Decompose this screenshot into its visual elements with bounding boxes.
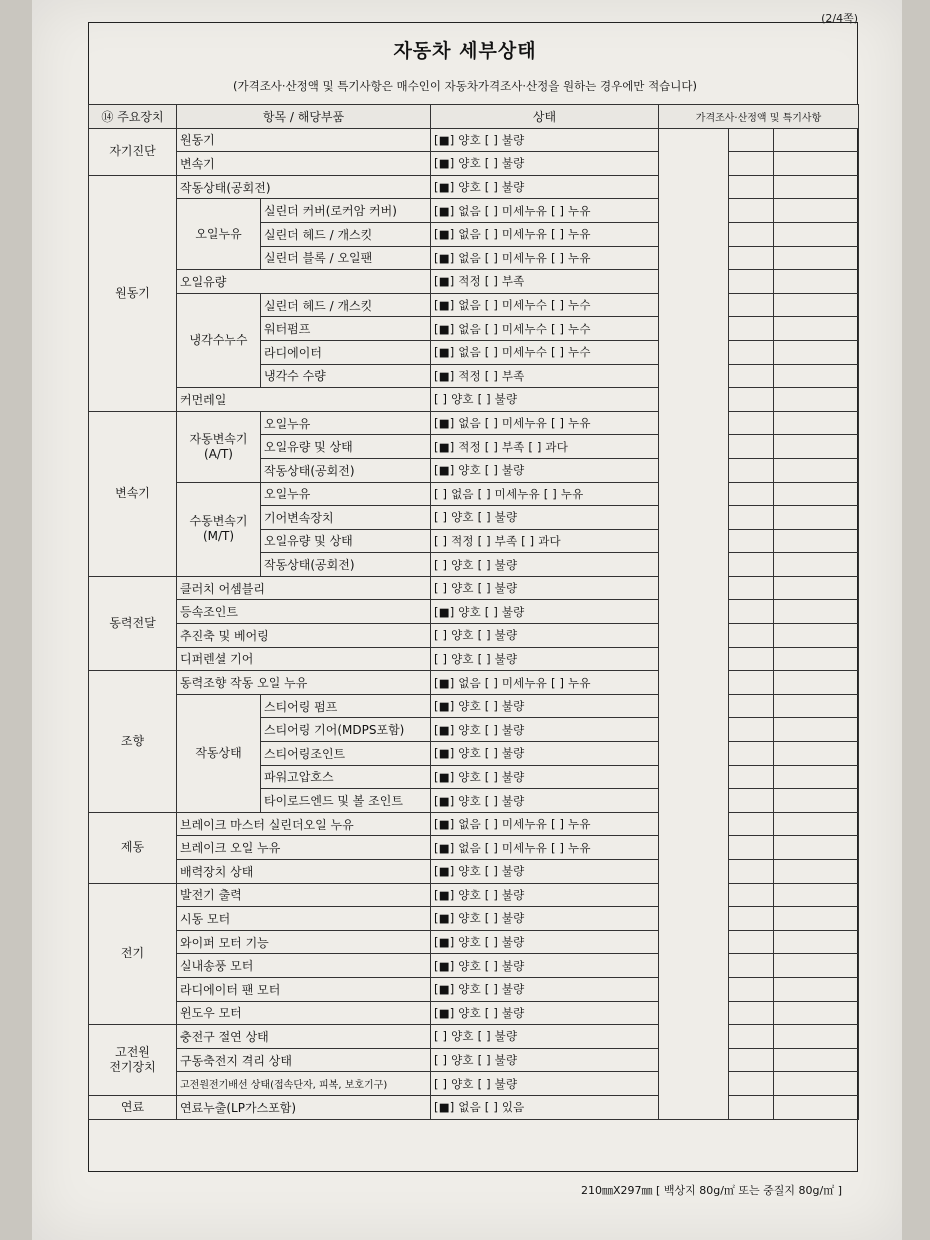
status-value: [■] 양호 [ ] 불량 xyxy=(431,883,659,907)
status-value: [■] 없음 [ ] 있음 xyxy=(431,1095,659,1119)
status-value: [ ] 양호 [ ] 불량 xyxy=(431,576,659,600)
notes-cell xyxy=(774,340,859,364)
item-label: 오일유량 xyxy=(177,270,431,294)
status-value: [ ] 양호 [ ] 불량 xyxy=(431,624,659,648)
group-brake: 제동 xyxy=(89,812,177,883)
item-label: 라디에이터 팬 모터 xyxy=(177,977,431,1001)
notes-cell xyxy=(729,694,774,718)
item-label: 실내송풍 모터 xyxy=(177,954,431,978)
group-power-train: 동력전달 xyxy=(89,576,177,670)
status-value: [■] 양호 [ ] 불량 xyxy=(431,930,659,954)
table-row xyxy=(89,1025,859,1049)
group-steering: 조향 xyxy=(89,671,177,813)
item-label: 작동상태(공회전) xyxy=(261,458,431,482)
notes-cell xyxy=(729,482,774,506)
table-row xyxy=(89,270,859,294)
notes-cell xyxy=(729,152,774,176)
item-label: 추진축 및 베어링 xyxy=(177,624,431,648)
status-value: [■] 양호 [ ] 불량 xyxy=(431,175,659,199)
notes-cell xyxy=(729,742,774,766)
notes-cell xyxy=(774,765,859,789)
inspection-table xyxy=(88,104,859,1120)
status-value: [■] 양호 [ ] 불량 xyxy=(431,152,659,176)
status-value: [■] 적정 [ ] 부족 xyxy=(431,270,659,294)
notes-cell xyxy=(774,1001,859,1025)
notes-cell xyxy=(729,199,774,223)
notes-cell xyxy=(729,836,774,860)
notes-cell xyxy=(729,388,774,412)
status-value: [■] 양호 [ ] 불량 xyxy=(431,694,659,718)
item-label: 클러치 어셈블리 xyxy=(177,576,431,600)
status-value: [■] 양호 [ ] 불량 xyxy=(431,789,659,813)
status-value: [ ] 적정 [ ] 부족 [ ] 과다 xyxy=(431,529,659,553)
table-row xyxy=(89,930,859,954)
item-label: 스티어링 펌프 xyxy=(261,694,431,718)
group-self-diagnosis: 자기진단 xyxy=(89,128,177,175)
status-value: [■] 없음 [ ] 미세누유 [ ] 누유 xyxy=(431,199,659,223)
item-label: 오일유량 및 상태 xyxy=(261,435,431,459)
notes-cell xyxy=(774,812,859,836)
notes-cell xyxy=(729,576,774,600)
notes-cell xyxy=(729,317,774,341)
status-value: [ ] 양호 [ ] 불량 xyxy=(431,553,659,577)
table-row xyxy=(89,152,859,176)
status-value: [■] 양호 [ ] 불량 xyxy=(431,860,659,884)
item-label: 원동기 xyxy=(177,128,431,152)
item-label: 오일유량 및 상태 xyxy=(261,529,431,553)
notes-cell xyxy=(729,458,774,482)
notes-cell xyxy=(729,812,774,836)
notes-cell xyxy=(729,529,774,553)
notes-cell xyxy=(774,1072,859,1096)
notes-cell xyxy=(729,411,774,435)
notes-cell xyxy=(729,860,774,884)
status-value: [ ] 양호 [ ] 불량 xyxy=(431,1072,659,1096)
status-value: [■] 양호 [ ] 불량 xyxy=(431,742,659,766)
item-label: 동력조향 작동 오일 누유 xyxy=(177,671,431,695)
table-row xyxy=(89,388,859,412)
item-label: 충전구 절연 상태 xyxy=(177,1025,431,1049)
status-value: [■] 없음 [ ] 미세누유 [ ] 누유 xyxy=(431,671,659,695)
notes-cell xyxy=(774,907,859,931)
item-label: 작동상태(공회전) xyxy=(261,553,431,577)
subgroup-manual-transmission: 수동변속기 (M/T) xyxy=(177,482,261,576)
table-row xyxy=(89,907,859,931)
notes-cell xyxy=(729,954,774,978)
notes-cell xyxy=(729,293,774,317)
notes-cell xyxy=(774,624,859,648)
notes-cell xyxy=(774,883,859,907)
table-row xyxy=(89,812,859,836)
notes-cell xyxy=(729,1072,774,1096)
notes-cell xyxy=(774,600,859,624)
notes-cell xyxy=(729,1001,774,1025)
status-value: [■] 양호 [ ] 불량 xyxy=(431,765,659,789)
notes-cell xyxy=(729,1048,774,1072)
notes-cell xyxy=(774,930,859,954)
notes-cell xyxy=(774,742,859,766)
notes-cell xyxy=(729,789,774,813)
table-row xyxy=(89,954,859,978)
table-row xyxy=(89,482,859,506)
subgroup-steering-operation: 작동상태 xyxy=(177,694,261,812)
page-title: 자동차 세부상태 xyxy=(393,40,537,62)
paper-spec-footer: 210㎜X297㎜ [ 백상지 80g/㎡ 또는 중질지 80g/㎡ ] xyxy=(581,1184,842,1197)
group-fuel: 연료 xyxy=(89,1095,177,1119)
notes-cell xyxy=(729,340,774,364)
notes-cell xyxy=(729,175,774,199)
item-label: 등속조인트 xyxy=(177,600,431,624)
notes-cell xyxy=(774,246,859,270)
item-label: 라디에이터 xyxy=(261,340,431,364)
notes-column xyxy=(659,128,729,1119)
header-main-device: ⑭ 주요장치 xyxy=(89,105,177,129)
notes-cell xyxy=(774,317,859,341)
table-row xyxy=(89,199,859,223)
notes-cell xyxy=(774,152,859,176)
notes-cell xyxy=(729,1025,774,1049)
item-label: 실린더 블록 / 오일팬 xyxy=(261,246,431,270)
notes-cell xyxy=(774,270,859,294)
page-number: (2/4쪽) xyxy=(821,12,858,25)
notes-cell xyxy=(729,718,774,742)
status-value: [■] 양호 [ ] 불량 xyxy=(431,977,659,1001)
item-label: 브레이크 마스터 실린더오일 누유 xyxy=(177,812,431,836)
notes-cell xyxy=(774,506,859,530)
notes-cell xyxy=(729,222,774,246)
table-row xyxy=(89,883,859,907)
table-row xyxy=(89,1095,859,1119)
item-label: 기어변속장치 xyxy=(261,506,431,530)
item-label: 연료누출(LP가스포함) xyxy=(177,1095,431,1119)
table-row xyxy=(89,293,859,317)
notes-cell xyxy=(729,435,774,459)
notes-cell xyxy=(774,364,859,388)
item-label: 실린더 헤드 / 개스킷 xyxy=(261,222,431,246)
item-label: 워터펌프 xyxy=(261,317,431,341)
status-value: [■] 적정 [ ] 부족 [ ] 과다 xyxy=(431,435,659,459)
item-label: 와이퍼 모터 기능 xyxy=(177,930,431,954)
notes-cell xyxy=(774,529,859,553)
table-header-row xyxy=(89,105,859,129)
subgroup-coolant-leak: 냉각수누수 xyxy=(177,293,261,387)
notes-cell xyxy=(729,270,774,294)
group-transmission: 변속기 xyxy=(89,411,177,576)
item-label: 타이로드엔드 및 볼 조인트 xyxy=(261,789,431,813)
item-label: 윈도우 모터 xyxy=(177,1001,431,1025)
item-label: 작동상태(공회전) xyxy=(177,175,431,199)
status-value: [■] 없음 [ ] 미세누유 [ ] 누유 xyxy=(431,812,659,836)
status-value: [■] 없음 [ ] 미세누유 [ ] 누유 xyxy=(431,222,659,246)
notes-cell xyxy=(774,647,859,671)
table-row xyxy=(89,1048,859,1072)
notes-cell xyxy=(774,482,859,506)
item-label: 시동 모터 xyxy=(177,907,431,931)
notes-cell xyxy=(774,1048,859,1072)
notes-cell xyxy=(774,954,859,978)
notes-cell xyxy=(729,671,774,695)
notes-cell xyxy=(774,860,859,884)
notes-cell xyxy=(774,718,859,742)
item-label: 배력장치 상태 xyxy=(177,860,431,884)
notes-cell xyxy=(774,1095,859,1119)
notes-cell xyxy=(774,293,859,317)
group-high-voltage: 고전원 전기장치 xyxy=(89,1025,177,1096)
notes-cell xyxy=(774,1025,859,1049)
notes-cell xyxy=(729,600,774,624)
header-status: 상태 xyxy=(431,105,659,129)
notes-cell xyxy=(729,907,774,931)
status-value: [■] 양호 [ ] 불량 xyxy=(431,1001,659,1025)
table-row xyxy=(89,411,859,435)
item-label: 냉각수 수량 xyxy=(261,364,431,388)
item-label: 디퍼렌셜 기어 xyxy=(177,647,431,671)
table-row xyxy=(89,600,859,624)
status-value: [■] 양호 [ ] 불량 xyxy=(431,954,659,978)
notes-cell xyxy=(729,506,774,530)
status-value: [■] 없음 [ ] 미세누유 [ ] 누유 xyxy=(431,246,659,270)
subgroup-oil-leak: 오일누유 xyxy=(177,199,261,270)
status-value: [ ] 양호 [ ] 불량 xyxy=(431,1048,659,1072)
group-engine: 원동기 xyxy=(89,175,177,411)
item-label: 스티어링 기어(MDPS포함) xyxy=(261,718,431,742)
status-value: [ ] 없음 [ ] 미세누유 [ ] 누유 xyxy=(431,482,659,506)
notes-cell xyxy=(774,128,859,152)
notes-cell xyxy=(729,977,774,1001)
notes-cell xyxy=(729,128,774,152)
page-subtitle: (가격조사·산정액 및 특기사항은 매수인이 자동차가격조사·산정을 원하는 경우에만 적습니다) xyxy=(232,79,697,93)
table-row xyxy=(89,671,859,695)
notes-cell xyxy=(729,553,774,577)
table-row xyxy=(89,128,859,152)
notes-cell xyxy=(729,765,774,789)
status-value: [■] 양호 [ ] 불량 xyxy=(431,600,659,624)
notes-cell xyxy=(774,694,859,718)
item-label: 변속기 xyxy=(177,152,431,176)
notes-cell xyxy=(729,930,774,954)
status-value: [■] 없음 [ ] 미세누유 [ ] 누유 xyxy=(431,836,659,860)
status-value: [■] 적정 [ ] 부족 xyxy=(431,364,659,388)
table-row xyxy=(89,175,859,199)
notes-cell xyxy=(774,411,859,435)
status-value: [ ] 양호 [ ] 불량 xyxy=(431,506,659,530)
notes-cell xyxy=(729,246,774,270)
item-label: 발전기 출력 xyxy=(177,883,431,907)
notes-cell xyxy=(729,647,774,671)
table-row xyxy=(89,1072,859,1096)
notes-cell xyxy=(774,553,859,577)
table-row xyxy=(89,860,859,884)
status-value: [■] 없음 [ ] 미세누유 [ ] 누유 xyxy=(431,411,659,435)
notes-cell xyxy=(774,199,859,223)
item-label: 파워고압호스 xyxy=(261,765,431,789)
header-item: 항목 / 해당부품 xyxy=(177,105,431,129)
notes-cell xyxy=(729,624,774,648)
item-label: 실린더 헤드 / 개스킷 xyxy=(261,293,431,317)
status-value: [ ] 양호 [ ] 불량 xyxy=(431,388,659,412)
notes-cell xyxy=(774,222,859,246)
table-row xyxy=(89,694,859,718)
notes-cell xyxy=(774,789,859,813)
notes-cell xyxy=(729,883,774,907)
notes-cell xyxy=(774,576,859,600)
notes-cell xyxy=(774,388,859,412)
item-label: 구동축전지 격리 상태 xyxy=(177,1048,431,1072)
status-value: [■] 없음 [ ] 미세누수 [ ] 누수 xyxy=(431,293,659,317)
status-value: [■] 양호 [ ] 불량 xyxy=(431,907,659,931)
status-value: [ ] 양호 [ ] 불량 xyxy=(431,647,659,671)
notes-cell xyxy=(774,435,859,459)
item-label: 브레이크 오일 누유 xyxy=(177,836,431,860)
item-label: 고전원전기배선 상태(접속단자, 피복, 보호기구) xyxy=(177,1072,431,1096)
notes-cell xyxy=(774,458,859,482)
status-value: [■] 없음 [ ] 미세누수 [ ] 누수 xyxy=(431,340,659,364)
item-label: 스티어링조인트 xyxy=(261,742,431,766)
notes-cell xyxy=(774,836,859,860)
notes-cell xyxy=(774,671,859,695)
table-row xyxy=(89,576,859,600)
status-value: [■] 양호 [ ] 불량 xyxy=(431,458,659,482)
status-value: [ ] 양호 [ ] 불량 xyxy=(431,1025,659,1049)
item-label: 실린더 커버(로커암 커버) xyxy=(261,199,431,223)
group-electric: 전기 xyxy=(89,883,177,1025)
table-row xyxy=(89,647,859,671)
header-notes: 가격조사·산정액 및 특기사항 xyxy=(659,105,859,129)
subgroup-auto-transmission: 자동변속기 (A/T) xyxy=(177,411,261,482)
status-value: [■] 양호 [ ] 불량 xyxy=(431,718,659,742)
table-row xyxy=(89,624,859,648)
notes-cell xyxy=(774,977,859,1001)
status-value: [■] 없음 [ ] 미세누수 [ ] 누수 xyxy=(431,317,659,341)
table-row xyxy=(89,977,859,1001)
item-label: 오일누유 xyxy=(261,482,431,506)
item-label: 커먼레일 xyxy=(177,388,431,412)
notes-cell xyxy=(729,364,774,388)
status-value: [■] 양호 [ ] 불량 xyxy=(431,128,659,152)
notes-cell xyxy=(774,175,859,199)
item-label: 오일누유 xyxy=(261,411,431,435)
notes-cell xyxy=(729,1095,774,1119)
table-row xyxy=(89,836,859,860)
table-row xyxy=(89,1001,859,1025)
